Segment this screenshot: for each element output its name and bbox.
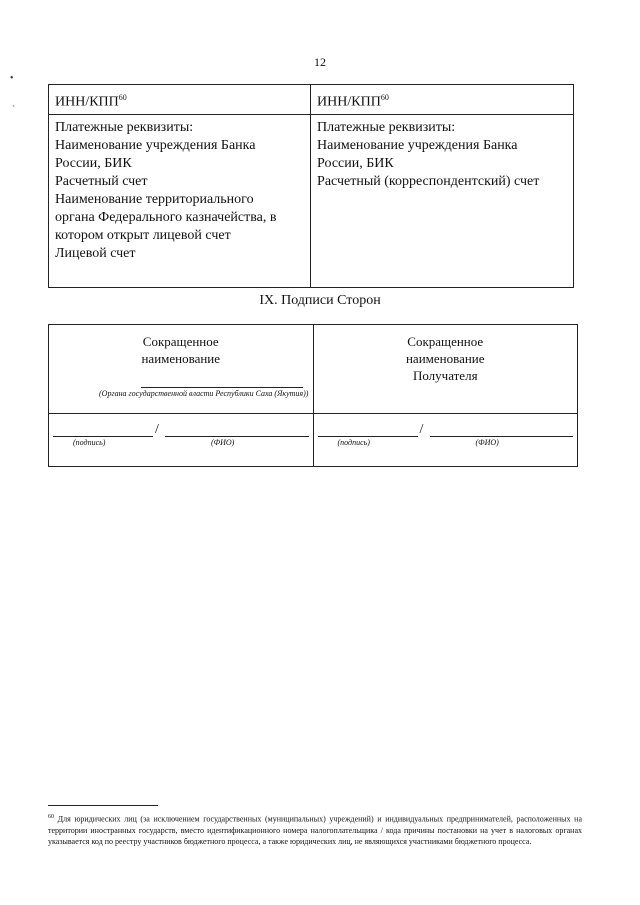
left-name-line: наименование (141, 351, 221, 366)
fio-line (165, 436, 309, 437)
fio-line (430, 436, 574, 437)
left-requisite-line: органа Федерального казначейства, в (55, 209, 277, 225)
right-name-line: Получателя (412, 368, 478, 383)
left-signature-cell (49, 414, 314, 467)
footnote-separator (48, 805, 158, 806)
signature-line (318, 436, 418, 437)
requisites-row (49, 114, 574, 287)
left-requisite-line: Платежные реквизиты: (55, 119, 194, 135)
left-requisite-line: Наименование учреждения Банка (55, 137, 256, 153)
signature-row (49, 414, 578, 467)
right-name-line: наименование (405, 351, 485, 366)
signature-line (53, 436, 153, 437)
requisites-table (48, 84, 574, 288)
page-number: 12 (314, 55, 326, 69)
org-note: (Органа государственной власти Республики Саха (Якутия)) (99, 389, 309, 398)
scan-mark-tick: ˋ (12, 105, 16, 116)
left-requisite-line: России, БИК (55, 155, 132, 171)
section-title: IX. Подписи Сторон (259, 293, 381, 308)
left-requisite-line: Расчетный счет (55, 173, 148, 189)
right-inn-footnote-ref: 60 (380, 93, 389, 102)
left-requisite-line: котором открыт лицевой счет (55, 227, 231, 243)
left-requisite-line: Наименование территориального (55, 191, 254, 207)
right-inn-cell (311, 85, 574, 115)
right-requisite-line: Платежные реквизиты: (317, 119, 456, 135)
right-party-cell (313, 325, 578, 414)
right-requisite-line: России, БИК (317, 155, 394, 171)
signature-slash: / (419, 422, 424, 437)
party-names-row (49, 325, 578, 414)
footnote-text: Для юридических лиц (за исключением государственных (муниципальных) учреждений) и индивидуальных предпринимателей, расположенных на территории иностранных государств, вместо идентификационного номера налогоплательщика / кода причины постановки на учет в налоговых органах указывается код по реестру участников бюджетного процесса, а также юридических лиц, не являющихся участниками бюджетного процесса. (48, 814, 583, 846)
footnote (48, 812, 582, 847)
fio-label: (ФИО) (475, 438, 499, 447)
right-requisite-line: Наименование учреждения Банка (317, 137, 518, 153)
left-requisite-line: Лицевой счет (55, 245, 136, 261)
left-party-cell (49, 325, 314, 414)
signatures-table (48, 324, 578, 467)
signature-slash: / (155, 422, 159, 437)
inn-row (49, 85, 574, 115)
fio-label: (ФИО) (211, 438, 235, 447)
right-requisites-cell (311, 114, 574, 287)
left-inn-footnote-ref: 60 (118, 93, 127, 102)
left-requisites-cell (49, 114, 311, 287)
right-requisite-line: Расчетный (корреспондентский) счет (317, 173, 540, 189)
right-inn-label: ИНН/КПП (317, 94, 381, 110)
signature-label: (подпись) (73, 438, 106, 447)
right-name-line: Сокращенное (407, 334, 484, 349)
footnote-number: 60 (48, 814, 54, 820)
left-inn-cell (49, 85, 311, 115)
signature-label: (подпись) (337, 438, 370, 447)
scan-mark-dot: • (10, 73, 14, 84)
left-inn-label: ИНН/КПП (55, 94, 119, 110)
right-signature-cell (313, 414, 578, 467)
left-name-line: Сокращенное (142, 334, 219, 349)
